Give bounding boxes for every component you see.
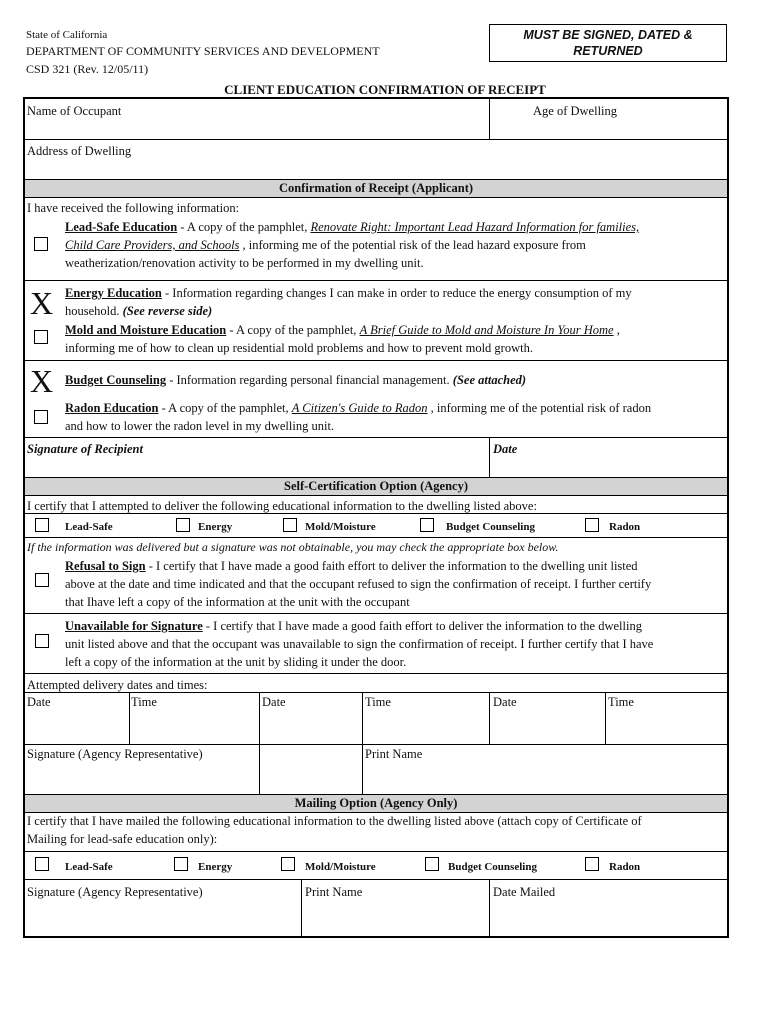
self-cert-heading: Self-Certification Option (Agency) <box>25 477 727 496</box>
unavailable-item: Unavailable for Signature - I certify that I have made a good faith effort to deliver the information to the dwelling unit listed above and that the occupant was unavailable to sign the confirmation of receipt. I further certify that I have left a copy of the information at the unit by sliding it under the door. <box>65 619 654 669</box>
self-cert-budget-checkbox[interactable] <box>420 518 434 532</box>
mailing-energy-label: Energy <box>198 861 233 873</box>
form-body <box>23 97 729 938</box>
energy-checkmark[interactable]: X <box>30 285 54 321</box>
self-cert-lead-safe-checkbox[interactable] <box>35 518 49 532</box>
applicant-heading: Confirmation of Receipt (Applicant) <box>25 179 727 198</box>
recipient-signature-label: Signature of Recipient <box>27 442 143 456</box>
date-mailed-label: Date Mailed <box>493 885 556 899</box>
self-cert-note: If the information was delivered but a signature was not obtainable, you may check the appropriate box below. <box>27 540 559 554</box>
attempt3-time-label: Time <box>608 695 634 709</box>
self-cert-mold-label: Mold/Moisture <box>305 521 376 533</box>
form-id: CSD 321 (Rev. 12/05/11) <box>26 62 149 76</box>
mailing-energy-checkbox[interactable] <box>174 857 188 871</box>
lead-safe-item: Lead-Safe Education - A copy of the pamphlet, Renovate Right: Important Lead Hazard Information for families, Child Care Providers, and Schools , informing me of the potential risk of the lead hazard exposure from weatherization/renovation activity to be performed in my dwelling unit. <box>65 220 640 270</box>
self-cert-radon-label: Radon <box>609 521 641 533</box>
budget-item: Budget Counseling - Information regarding personal financial management. (See attached) <box>65 373 527 387</box>
address-label: Address of Dwelling <box>27 144 132 158</box>
dwelling-age-label: Age of Dwelling <box>533 104 618 118</box>
mailing-print-name-label: Print Name <box>305 885 363 899</box>
unavailable-checkbox[interactable] <box>35 634 49 648</box>
self-cert-lead-safe-label: Lead-Safe <box>65 521 113 533</box>
attempt1-date-label: Date <box>27 695 51 709</box>
occupant-name-label: Name of Occupant <box>27 104 122 118</box>
self-cert-intro: I certify that I attempted to deliver the following educational information to the dwelling listed above: <box>27 499 537 513</box>
self-cert-budget-label: Budget Counseling <box>446 521 535 533</box>
self-cert-radon-checkbox[interactable] <box>585 518 599 532</box>
self-cert-energy-checkbox[interactable] <box>176 518 190 532</box>
attempted-delivery-label: Attempted delivery dates and times: <box>27 678 208 692</box>
mailing-budget-checkbox[interactable] <box>425 857 439 871</box>
mold-item: Mold and Moisture Education - A copy of the pamphlet, A Brief Guide to Mold and Moisture In Your Home , informing me of how to clean up residential mold problems and how to prevent mold growth. <box>65 323 620 355</box>
applicant-intro: I have received the following information: <box>27 201 240 215</box>
radon-checkbox[interactable] <box>34 410 48 424</box>
refusal-checkbox[interactable] <box>35 573 49 587</box>
attempt3-date-label: Date <box>493 695 517 709</box>
mailing-lead-safe-label: Lead-Safe <box>65 861 113 873</box>
mailing-signature-label: Signature (Agency Representative) <box>27 885 203 899</box>
department-label: DEPARTMENT OF COMMUNITY SERVICES AND DEVELOPMENT <box>26 44 380 58</box>
mailing-mold-label: Mold/Moisture <box>305 861 376 873</box>
mailing-intro: I certify that I have mailed the following educational information to the dwelling listed above (attach copy of Certificate of Mailing for lead-safe education only): <box>27 814 642 846</box>
attempt2-time-label: Time <box>365 695 391 709</box>
budget-checkmark[interactable]: X <box>30 363 54 399</box>
mailing-budget-label: Budget Counseling <box>448 861 537 873</box>
must-sign-notice <box>489 24 727 62</box>
form-title: CLIENT EDUCATION CONFIRMATION OF RECEIPT <box>224 82 546 97</box>
attempt2-date-label: Date <box>262 695 286 709</box>
recipient-date-label: Date <box>493 442 518 456</box>
mailing-heading: Mailing Option (Agency Only) <box>25 794 727 813</box>
must-sign-line2: RETURNED <box>573 44 643 58</box>
lead-safe-checkbox[interactable] <box>34 237 48 251</box>
mailing-radon-checkbox[interactable] <box>585 857 599 871</box>
mold-checkbox[interactable] <box>34 330 48 344</box>
self-cert-mold-checkbox[interactable] <box>283 518 297 532</box>
self-cert-energy-label: Energy <box>198 521 233 533</box>
attempt1-time-label: Time <box>131 695 157 709</box>
self-cert-print-name-label: Print Name <box>365 747 423 761</box>
radon-item: Radon Education - A copy of the pamphlet, A Citizen's Guide to Radon , informing me of the potential risk of radon and how to lower the radon level in my dwelling unit. <box>65 401 652 433</box>
mailing-lead-safe-checkbox[interactable] <box>35 857 49 871</box>
self-cert-signature-label: Signature (Agency Representative) <box>27 747 203 761</box>
energy-item: Energy Education - Information regarding changes I can make in order to reduce the energy consumption of my household. (See reverse side) <box>65 286 632 318</box>
refusal-item: Refusal to Sign - I certify that I have made a good faith effort to deliver the information to the dwelling unit listed above at the date and time indicated and that the occupant refused to sign the confirmation of receipt. I further certify that Ihave left a copy of the information at the unit with the occupant <box>65 559 652 609</box>
must-sign-line1: MUST BE SIGNED, DATED & <box>523 28 693 42</box>
mailing-mold-checkbox[interactable] <box>281 857 295 871</box>
state-label: State of California <box>26 29 108 41</box>
mailing-radon-label: Radon <box>609 861 641 873</box>
